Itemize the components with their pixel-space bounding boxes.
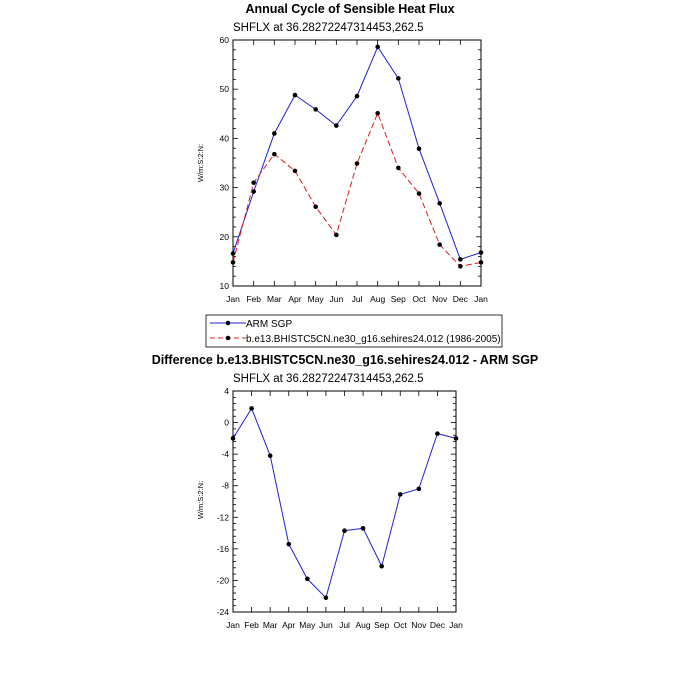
chart2-ytick-label: 0: [224, 417, 229, 428]
chart2-ytick-label: -20: [216, 575, 229, 586]
chart2-series-0-point: [268, 453, 273, 458]
chart1-ylabel: W/m:S:2:N:: [196, 143, 205, 183]
chart1-series-1-line: [233, 113, 481, 266]
chart2-xtick-label: Apr: [282, 620, 296, 630]
chart2-xtick-label: Feb: [244, 620, 259, 630]
chart1-series-1-point: [251, 180, 256, 185]
chart1-series-1-point: [458, 264, 463, 269]
chart2-xtick-label: Jun: [319, 620, 333, 630]
chart2-ytick-label: 4: [224, 386, 229, 396]
chart1-series-0-point: [479, 250, 484, 255]
chart2-series-0-point: [361, 526, 366, 531]
chart1-ytick-label: 10: [219, 281, 229, 291]
chart1-xtick-label: Jan: [474, 294, 488, 304]
chart2-xtick-label: Jan: [226, 620, 240, 630]
chart2-series-0-point: [249, 406, 254, 411]
chart2-xtick-label: Jan: [449, 620, 463, 630]
chart1-title: Annual Cycle of Sensible Heat Flux: [245, 2, 455, 16]
chart1-subtitle: SHFLX at 36.28272247314453,262.5: [233, 22, 424, 34]
chart2-ytick-label: -24: [216, 607, 229, 617]
chart1-ytick-label: 60: [219, 35, 229, 45]
chart2-frame: [233, 391, 456, 612]
chart2-xtick-label: Dec: [429, 620, 445, 630]
chart2-ytick-label: -12: [216, 512, 229, 523]
legend-label-arm: ARM SGP: [246, 319, 293, 330]
chart2-ylabel: W/m:S:2:N:: [196, 480, 205, 520]
chart1-xtick-label: May: [307, 294, 324, 304]
chart1-xtick-label: Feb: [246, 294, 261, 304]
chart1-series-0-point: [231, 251, 236, 256]
chart1-xtick-label: Jun: [329, 294, 344, 304]
chart2-xtick-label: May: [299, 620, 316, 630]
chart1-series-0-point: [355, 94, 360, 99]
chart1-series-1-point: [272, 152, 277, 157]
chart1-legend: [206, 315, 502, 347]
chart2-series-0-point: [435, 431, 440, 436]
chart2-series-0-point: [454, 436, 459, 441]
chart1-series-0-point: [272, 131, 277, 136]
chart2-title: Difference b.e13.BHISTC5CN.ne30_g16.sehires24.012 - ARM SGP: [151, 353, 539, 367]
chart1-series-1-point: [355, 161, 360, 166]
chart2-series-0-point: [342, 528, 347, 533]
chart1-xtick-label: Sep: [390, 294, 406, 304]
chart1-series-0-point: [334, 123, 339, 128]
chart1-plot-area: [220, 35, 489, 304]
chart1-series-1-point: [313, 204, 318, 209]
chart1-xtick-label: Apr: [288, 294, 302, 304]
chart1-series-0-point: [417, 146, 422, 151]
chart1-xtick-label: Mar: [267, 294, 282, 304]
chart1-series-0-point: [375, 45, 380, 50]
chart1-xtick-label: Jan: [226, 294, 240, 304]
chart1-series-0-point: [293, 93, 298, 98]
chart1-series-1-point: [231, 260, 236, 265]
chart1-ytick-label: 50: [219, 84, 229, 95]
chart1-series-0-point: [313, 107, 318, 112]
chart1-series-0-point: [437, 201, 442, 206]
chart2-subtitle: SHFLX at 36.28272247314453,262.5: [233, 373, 424, 385]
chart1-series-1-point: [293, 169, 298, 174]
chart1-series-0-point: [396, 76, 401, 81]
chart1-series-1-point: [437, 242, 442, 247]
chart1-ytick-label: 40: [219, 133, 229, 144]
chart1-xtick-label: Dec: [452, 294, 468, 304]
chart2-xtick-label: Oct: [393, 620, 407, 630]
chart1-series-0-line: [233, 47, 481, 260]
chart1-xtick-label: Nov: [432, 294, 448, 304]
chart2-xtick-label: Nov: [411, 620, 427, 630]
chart2-ytick-label: -16: [216, 543, 229, 554]
chart1-series-1-point: [375, 111, 380, 116]
chart1-xtick-label: Aug: [370, 294, 386, 304]
chart2-series-0-point: [398, 492, 403, 497]
chart1-xtick-label: Oct: [412, 294, 426, 304]
chart1-xtick-label: Jul: [351, 294, 363, 304]
chart2-series-0-point: [379, 564, 384, 569]
legend-marker-arm: [226, 321, 231, 326]
legend-marker-model: [226, 336, 231, 341]
chart1-series-1-point: [334, 233, 339, 238]
chart2-ytick-label: -4: [221, 449, 229, 460]
chart2-series-0-point: [417, 487, 422, 492]
chart2-xtick-label: Sep: [374, 620, 390, 630]
chart2-series-0-point: [231, 436, 236, 441]
chart1-series-1-point: [417, 191, 422, 196]
chart2-series-0-point: [286, 542, 291, 547]
chart1-ytick-label: 20: [219, 231, 229, 242]
chart2-xtick-label: Jul: [339, 620, 350, 630]
chart2-xtick-label: Mar: [262, 620, 278, 630]
chart2-series-0-point: [324, 595, 329, 600]
chart1-series-0-point: [458, 257, 463, 262]
chart1-ytick-label: 30: [219, 182, 229, 193]
chart2-xtick-label: Aug: [355, 620, 371, 630]
chart2-plot-area: [217, 386, 463, 630]
chart2-ytick-label: -8: [221, 480, 229, 491]
chart2-series-0-line: [233, 408, 456, 597]
chart2-series-0-point: [305, 577, 310, 582]
chart1-series-1-point: [479, 260, 484, 265]
chart1-series-1-point: [396, 166, 401, 171]
legend-label-model: b.e13.BHISTC5CN.ne30_g16.sehires24.012 (1986-2005): [246, 334, 501, 345]
